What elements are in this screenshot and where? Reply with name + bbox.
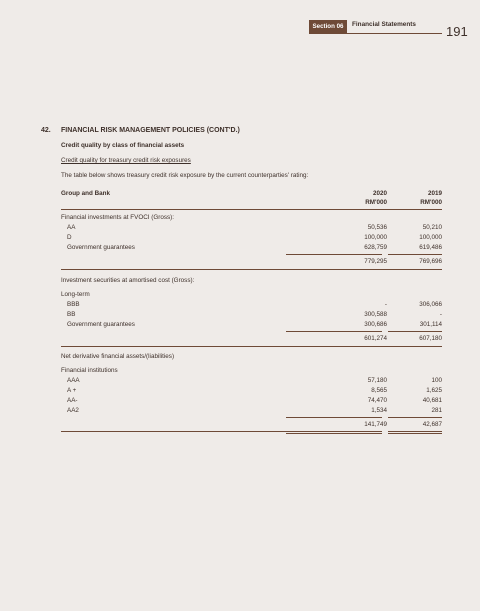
header-divider — [61, 209, 442, 210]
group-heading: Investment securities at amortised cost (Gross): — [61, 277, 195, 284]
group-heading-row — [61, 213, 442, 223]
total-2019: 42,687 — [422, 421, 442, 428]
table-row — [61, 223, 442, 233]
group-subheading: Financial institutions — [61, 367, 118, 374]
value-2019: - — [439, 311, 442, 318]
group-divider — [61, 431, 286, 432]
subtotal-rule-2019 — [388, 331, 442, 332]
section-badge: Section 06 — [309, 20, 347, 33]
value-2020: 100,000 — [364, 234, 387, 241]
double-rule-2019-top — [388, 431, 442, 432]
total-2020: 601,274 — [364, 335, 387, 342]
col-2019-unit: RM'000 — [420, 199, 442, 206]
group-divider — [61, 346, 442, 347]
subtotal-rule-2020 — [286, 331, 382, 332]
row-label: BB — [67, 311, 76, 318]
row-label: AA2 — [67, 407, 79, 414]
value-2019: 281 — [431, 407, 442, 414]
group-divider — [61, 269, 442, 270]
total-2020: 779,295 — [364, 258, 387, 265]
col-2019-header — [420, 189, 442, 207]
table-row — [61, 396, 442, 406]
table-row — [61, 386, 442, 396]
table-row — [61, 376, 442, 386]
value-2019: 306,066 — [419, 301, 442, 308]
value-2019: 1,625 — [426, 387, 442, 394]
col-2019-year: 2019 — [427, 190, 442, 197]
value-2020: 300,588 — [364, 311, 387, 318]
intro-text: The table below shows treasury credit risk exposure by the current counterparties' rating: — [61, 172, 309, 179]
table-row — [61, 233, 442, 243]
group-and-bank-label: Group and Bank — [61, 190, 110, 197]
total-row — [61, 257, 442, 267]
table-row — [61, 310, 442, 320]
group-heading-row — [61, 276, 442, 286]
subtotal-rule-2020 — [286, 417, 382, 418]
table-row — [61, 243, 442, 253]
value-2020: - — [384, 301, 387, 308]
value-2020: 57,180 — [367, 377, 387, 384]
total-2019: 607,180 — [419, 335, 442, 342]
table-row — [61, 320, 442, 330]
row-label: D — [67, 234, 72, 241]
value-2020: 300,686 — [364, 321, 387, 328]
row-label: AA — [67, 224, 76, 231]
note-number: 42. — [41, 127, 51, 134]
col-2020-unit: RM'000 — [365, 199, 387, 206]
subtotal-rule-2019 — [388, 417, 442, 418]
value-2019: 50,210 — [422, 224, 442, 231]
total-row — [61, 334, 442, 344]
value-2020: 74,470 — [367, 397, 387, 404]
row-label: BBB — [67, 301, 80, 308]
subsection-underlined-heading: Credit quality for treasury credit risk exposures — [61, 157, 191, 164]
double-rule-2019-bottom — [388, 433, 442, 434]
header-rule — [309, 33, 442, 34]
row-label: Government guarantees — [67, 244, 135, 251]
col-2020-year: 2020 — [372, 190, 387, 197]
value-2020: 1,534 — [371, 407, 387, 414]
group-subheading: Long-term — [61, 291, 90, 298]
row-label: AA- — [67, 397, 78, 404]
page-number: 191 — [446, 24, 468, 39]
total-2019: 769,696 — [419, 258, 442, 265]
value-2019: 100 — [431, 377, 442, 384]
row-label: Government guarantees — [67, 321, 135, 328]
total-2020: 141,749 — [364, 421, 387, 428]
value-2019: 100,000 — [419, 234, 442, 241]
value-2020: 8,565 — [371, 387, 387, 394]
subheading-row — [61, 366, 442, 376]
row-label: AAA — [67, 377, 80, 384]
table-row — [61, 300, 442, 310]
value-2020: 50,536 — [367, 224, 387, 231]
group-heading-row — [61, 352, 442, 362]
double-rule-2020-bottom — [286, 433, 382, 434]
section-title: Financial Statements — [352, 21, 416, 28]
note-title: FINANCIAL RISK MANAGEMENT POLICIES (CONT'D.) — [61, 127, 240, 134]
col-2020-header — [365, 189, 387, 207]
group-heading: Financial investments at FVOCI (Gross): — [61, 214, 175, 221]
group-heading: Net derivative financial assets/(liabilities) — [61, 353, 175, 360]
subtotal-rule-2019 — [388, 254, 442, 255]
row-label: A + — [67, 387, 77, 394]
subheading-row — [61, 290, 442, 300]
table-row — [61, 406, 442, 416]
subsection-title: Credit quality by class of financial assets — [61, 142, 185, 149]
double-rule-2020-top — [286, 431, 382, 432]
value-2019: 619,486 — [419, 244, 442, 251]
value-2019: 301,114 — [419, 321, 442, 328]
value-2020: 628,759 — [364, 244, 387, 251]
value-2019: 40,681 — [422, 397, 442, 404]
subtotal-rule-2020 — [286, 254, 382, 255]
total-row — [61, 420, 442, 430]
